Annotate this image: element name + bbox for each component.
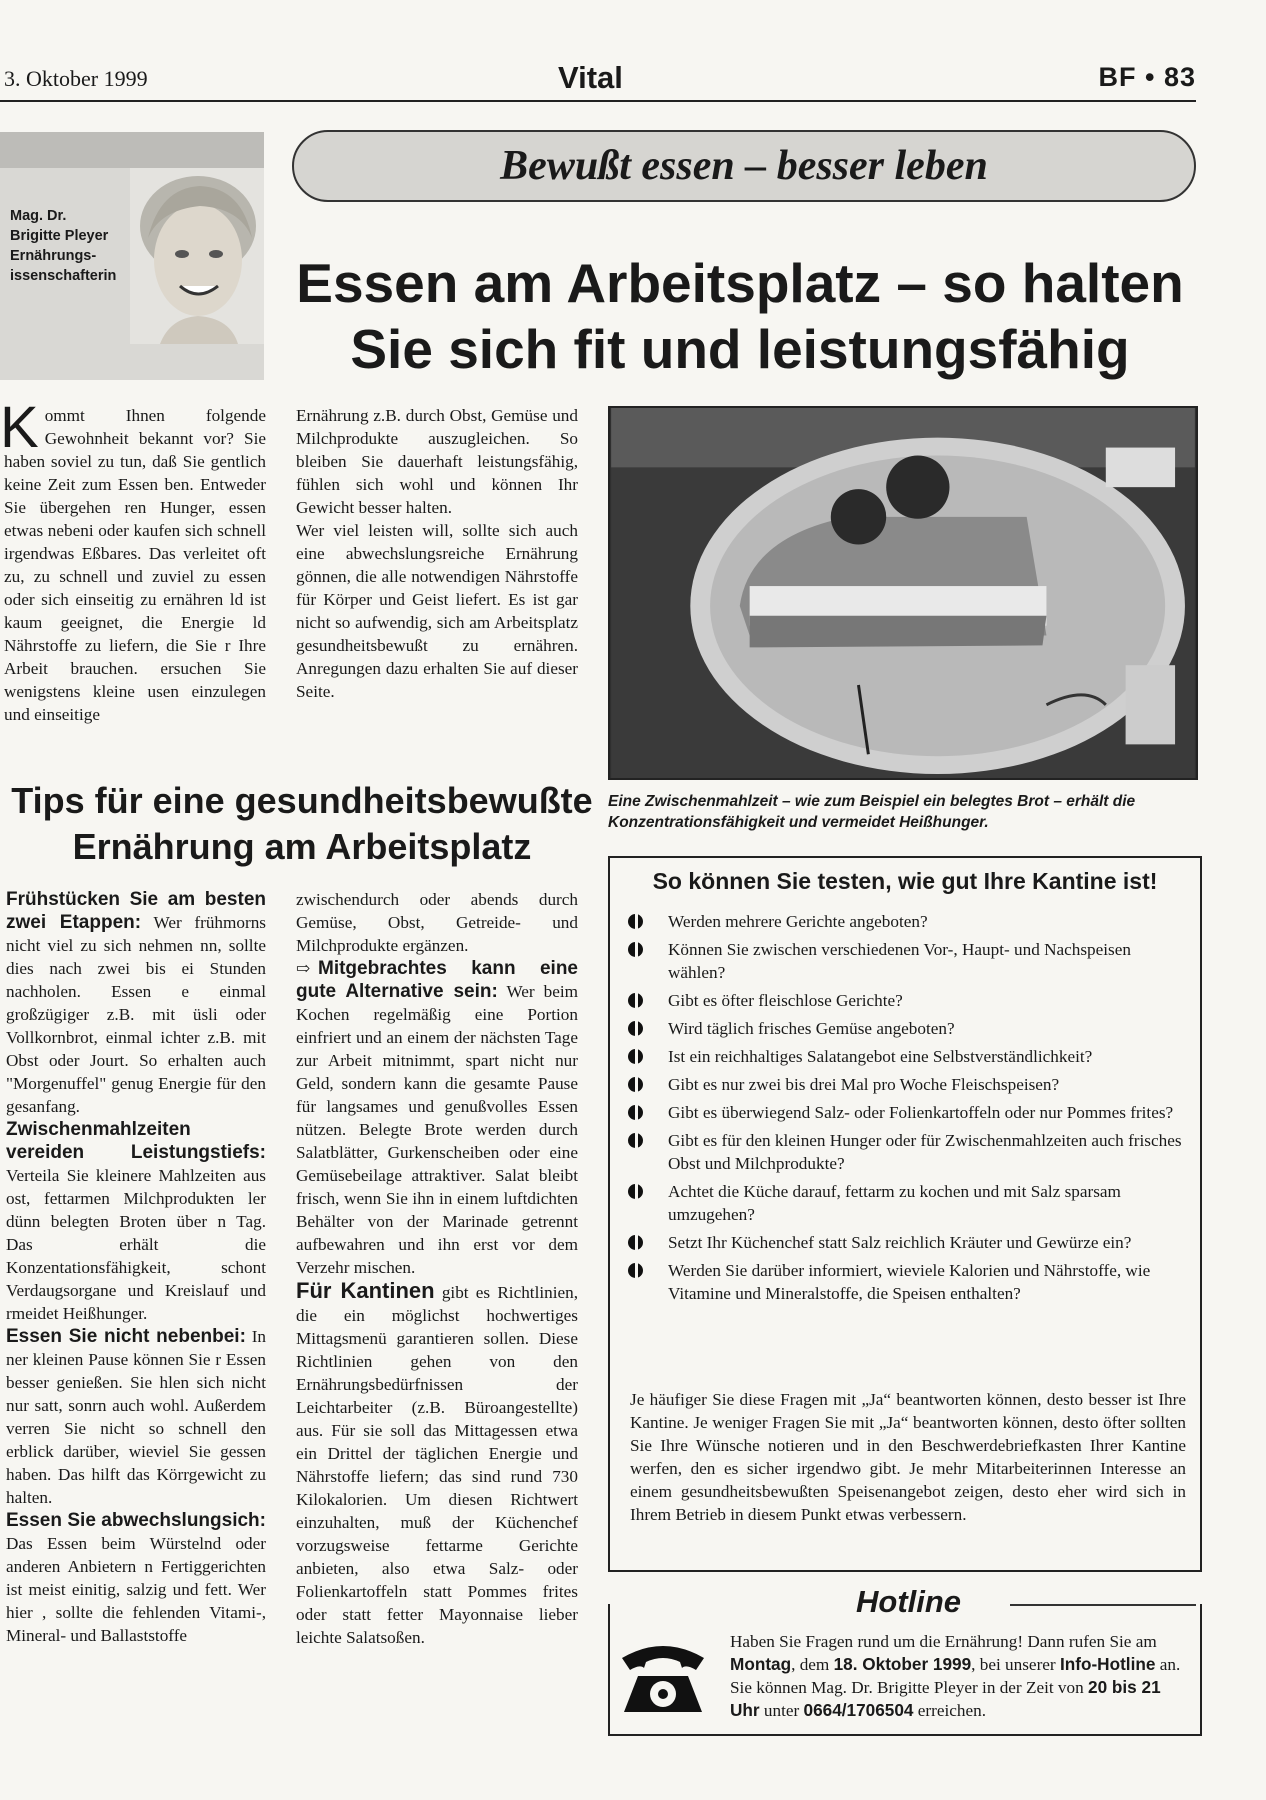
hotline-text-part: , dem	[791, 1655, 830, 1674]
author-title: Mag. Dr.	[10, 208, 67, 224]
checklist-title: So können Sie testen, wie gut Ihre Kantine ist!	[652, 868, 1158, 894]
checklist-item	[628, 1017, 1188, 1040]
hotline-date: 18. Oktober 1999	[833, 1654, 972, 1674]
checklist-item	[628, 1129, 1188, 1175]
author-photo	[130, 168, 264, 344]
checklist-question: Ist ein reichhaltiges Salatangebot eine Selbstverständlichkeit?	[668, 1047, 1093, 1066]
tip-text: Wer beim Kochen regelmäßig eine Portion einfriert und an einem der nächsten Tage zur Arbeit mitnimmt, spart nicht nur Geld, sondern kann die gesamte Pause für langsames und genußvolles Essen nützen. Belegte Brote werden durch Salatblätter, Gurkenscheiben oder eine Gemüsebeilage attraktiver. Salat bleibt frisch, wenn Sie ihn in einem luftdichten Behälter von der Marinade getrennt aufbewahren und ihn erst vor dem Verzehr mischen.	[296, 982, 578, 1277]
bullet-icon	[628, 1021, 648, 1036]
bullet-icon	[628, 1133, 648, 1148]
tips-headline-line-1: Tips für eine gesundheitsbewußte	[11, 780, 593, 821]
sandwich-photo	[608, 406, 1198, 780]
headline	[270, 250, 1210, 382]
checklist-question: Setzt Ihr Küchenchef statt Salz reichlich Kräuter und Gewürze ein?	[668, 1233, 1132, 1252]
tip-lead: Zwischenmahlzeiten vereiden Leistungstiefs:	[6, 1119, 266, 1163]
checklist-question: Wird täglich frisches Gemüse angeboten?	[668, 1019, 955, 1038]
headline-line-1: Essen am Arbeitsplatz – so halten	[296, 252, 1184, 314]
checklist-item	[628, 1259, 1188, 1305]
hotline-text	[730, 1630, 1192, 1722]
tip-paragraph	[6, 1325, 266, 1509]
hotline-name: Info-Hotline	[1059, 1654, 1156, 1674]
section-title: Vital	[558, 60, 623, 95]
tip-lead: Essen Sie abwechslungsich:	[6, 1510, 266, 1531]
bullet-icon	[628, 1235, 648, 1250]
header-date: 3. Oktober 1999	[4, 66, 148, 91]
tip-text: In ner kleinen Pause können Sie r Essen besser genießen. Sie hlen sich nicht nur satt, sonrn auch wohl. Außerdem verren Sie nicht so schnell den erblick darüber, wieviel Sie gessen haben. Das hilft das Körrgewicht zu halten.	[6, 1327, 267, 1507]
checklist	[628, 910, 1188, 1310]
tip-paragraph	[296, 957, 578, 1279]
tip-lead: Für Kantinen	[296, 1278, 435, 1303]
tip-lead: Essen Sie nicht nebenbei:	[6, 1326, 246, 1347]
tip-text: Verteila Sie kleinere Mahlzeiten aus ost, fettarmen Milchprodukten ler dünn belegten Broten über n Tag. Das erhält die Konzentationsfähigkeit, schont Verdaugsorgane und Kreislauf und rmeidet Heißhunger.	[6, 1166, 266, 1323]
author-role-2: issenschafterin	[10, 268, 117, 284]
checklist-item	[628, 1180, 1188, 1226]
tip-paragraph	[296, 1279, 578, 1649]
bullet-icon	[628, 1077, 648, 1092]
checklist-question: Gibt es überwiegend Salz- oder Folienkartoffeln oder nur Pommes frites?	[668, 1103, 1174, 1122]
bullet-icon	[628, 1263, 648, 1278]
tip-lead: Frühstücken Sie am besten zwei Etappen:	[6, 889, 266, 933]
hotline-day: Montag	[730, 1654, 792, 1674]
checklist-item	[628, 1101, 1188, 1124]
bullet-icon	[628, 1184, 648, 1199]
tip-paragraph	[6, 1509, 266, 1647]
banner-text: Bewußt essen – besser leben	[500, 143, 988, 189]
bullet-icon	[628, 1049, 648, 1064]
checklist-summary: Je häufiger Sie diese Fragen mit „Ja“ beantworten können, desto besser ist Ihre Kantine. Je weniger Fragen Sie mit „Ja“ beantworten können, desto öfter sollten Sie Ihre Wünsche notieren und in den Beschwerdebriefkasten Ihrer Kantine werfen, den es sicher irgendwo gibt. Je mehr Mitarbeiterinnen Interesse an einem gesundheitsbewußten Speisenangebot zeigen, desto eher wird sich in Ihrem Betrieb in diesem Punkt etwas verbessern.	[630, 1390, 1186, 1524]
headline-line-2: Sie sich fit und leistungsfähig	[350, 318, 1130, 380]
intro-col-2	[296, 404, 578, 703]
kantine-checklist-box	[608, 856, 1202, 1572]
tip-paragraph	[6, 888, 266, 1118]
checklist-question: Können Sie zwischen verschiedenen Vor-, Haupt- und Nachspeisen wählen?	[668, 940, 1131, 982]
intro-paragraph-2: Ernährung z.B. durch Obst, Gemüse und Milchprodukte auszugleichen. So bleiben Sie dauerhaft leistungsfähig, fühlen sich wohl und können Ihr Gewicht besser halten.	[296, 406, 578, 517]
author-caption	[10, 206, 116, 286]
checklist-item	[628, 938, 1188, 984]
tips-headline	[2, 778, 602, 870]
checklist-item	[628, 989, 1188, 1012]
checklist-question: Gibt es nur zwei bis drei Mal pro Woche Fleischspeisen?	[668, 1075, 1060, 1094]
hotline-text-part: unter	[763, 1701, 800, 1720]
checklist-item	[628, 1073, 1188, 1096]
tip-lead: Mitgebrachtes kann eine gute Alternative sein:	[296, 958, 578, 1002]
bullet-icon	[628, 993, 648, 1008]
checklist-question: Werden Sie darüber informiert, wieviele Kalorien und Nährstoffe, wie Vitamine und Mineralstoffe, die Speisen enthalten?	[668, 1261, 1151, 1303]
tip-text: Wer frühmorns nicht viel zu sich nehmen nn, sollte dies nach zwei bis ei Stunden nachholen. Essen e einmal großzügiger z.B. mit üsli oder Vollkornbrot, einmal ichter z.B. mit Obst oder Jourt. So erhalten auch "Morgenuffel" genug Energie für den gesanfang.	[6, 913, 266, 1116]
intro-text-1: ommt Ihnen folgende Gewohnheit bekannt vor? Sie haben soviel zu tun, daß Sie gentlich keine Zeit zum Essen ben. Entweder Sie übergehen ren Hunger, essen etwas nebeni oder kaufen sich schnell irgendwas Eßbares. Das verleitet oft zu, zu schnell und zuviel zu essen oder sich einseitig zu ernähren ld ist kaum geeignet, die Energie ld Nährstoffe zu liefern, die Sie r Ihre Arbeit brauchen. ersuchen Sie wenigstens kleine usen einzulegen und einseitige	[4, 406, 266, 724]
checklist-question: Gibt es öfter fleischlose Gerichte?	[668, 991, 903, 1010]
checklist-item	[628, 1231, 1188, 1254]
telephone-icon	[616, 1636, 710, 1716]
bullet-icon	[628, 1105, 648, 1120]
tip-paragraph	[6, 1118, 266, 1325]
tip-text: gibt es Richtlinien, die ein möglichst hochwertiges Mittagsmenü garantieren sollen. Diese Richtlinien gehen von den Ernährungsbedürfnissen der Leichtarbeiter (z.B. Büroangestellte) aus. Für sie soll das Mittagessen etwa ein Drittel der täglichen Energie und Nährstoffe liefern; das sind rund 730 Kilokalorien. Um diesen Richtwert einzuhalten, muß der Küchenchef vorzugsweise fettarme Gerichte anbieten, also etwa Salz- oder Folienkartoffeln statt Pommes frites oder statt fetter Mayonnaise lieber leichte Salatsoßen.	[296, 1283, 579, 1647]
bullet-icon	[628, 914, 648, 929]
bullet-icon	[628, 942, 648, 957]
intro-col-1	[0, 395, 266, 726]
page-number: BF • 83	[1098, 62, 1196, 92]
arrow-right-icon: ⇨	[296, 959, 311, 978]
checklist-item	[628, 910, 1188, 933]
checklist-question: Werden mehrere Gerichte angeboten?	[668, 912, 928, 931]
rubric-banner	[292, 130, 1196, 202]
tips-col-1	[6, 888, 266, 1647]
hotline-text-part: an. Sie können Mag. Dr. Brigitte Pleyer in der Zeit von	[730, 1655, 1181, 1697]
header-rule	[0, 100, 1196, 102]
hotline-title: Hotline	[856, 1584, 962, 1619]
checklist-question: Gibt es für den kleinen Hunger oder für Zwischenmahlzeiten auch frisches Obst und Milchprodukte?	[668, 1131, 1182, 1173]
dropcap: K	[0, 395, 39, 460]
intro-paragraph-3: Wer viel leisten will, sollte sich auch eine abwechslungsreiche Ernährung gönnen, die alle notwendigen Nährstoffe für Körper und Geist liefert. Es ist gar nicht so aufwendig, sich am Arbeitsplatz gesundheitsbewußt zu ernähren. Anregungen dazu erhalten Sie auf dieser Seite.	[296, 521, 578, 701]
checklist-item	[628, 1045, 1188, 1068]
hotline-phone: 0664/1706504	[803, 1700, 914, 1720]
tips-col-2	[296, 888, 578, 1649]
hotline-time: 20 bis 21 Uhr	[730, 1677, 1161, 1720]
tip-text: Das Essen beim Würstelnd oder anderen Anbietern n Fertiggerichten ist meist einitig, salzig und fett. Wer hier , sollte die fehlenden Vitami-, Mineral- und Ballaststoffe	[6, 1534, 266, 1645]
author-role: Ernährungs-	[10, 248, 97, 264]
checklist-question: Achtet die Küche darauf, fettarm zu kochen und mit Salz sparsam umzugehen?	[668, 1182, 1121, 1224]
hotline-text-part: Haben Sie Fragen rund um die Ernährung! Dann rufen Sie am	[730, 1632, 1157, 1651]
tips-headline-line-2: Ernährung am Arbeitsplatz	[72, 826, 532, 867]
hotline-text-part: erreichen.	[917, 1701, 986, 1720]
photo-caption: Eine Zwischenmahlzeit – wie zum Beispiel ein belegtes Brot – erhält die Konzentrationsfähigkeit und vermeidet Heißhunger.	[608, 793, 1136, 831]
author-name: Brigitte Pleyer	[10, 228, 109, 244]
tip-paragraph: zwischendurch oder abends durch Gemüse, Obst, Getreide- und Milchprodukte ergänzen.	[296, 890, 578, 955]
hotline-text-part: , bei unserer	[971, 1655, 1056, 1674]
intro-paragraph-1	[0, 395, 266, 726]
